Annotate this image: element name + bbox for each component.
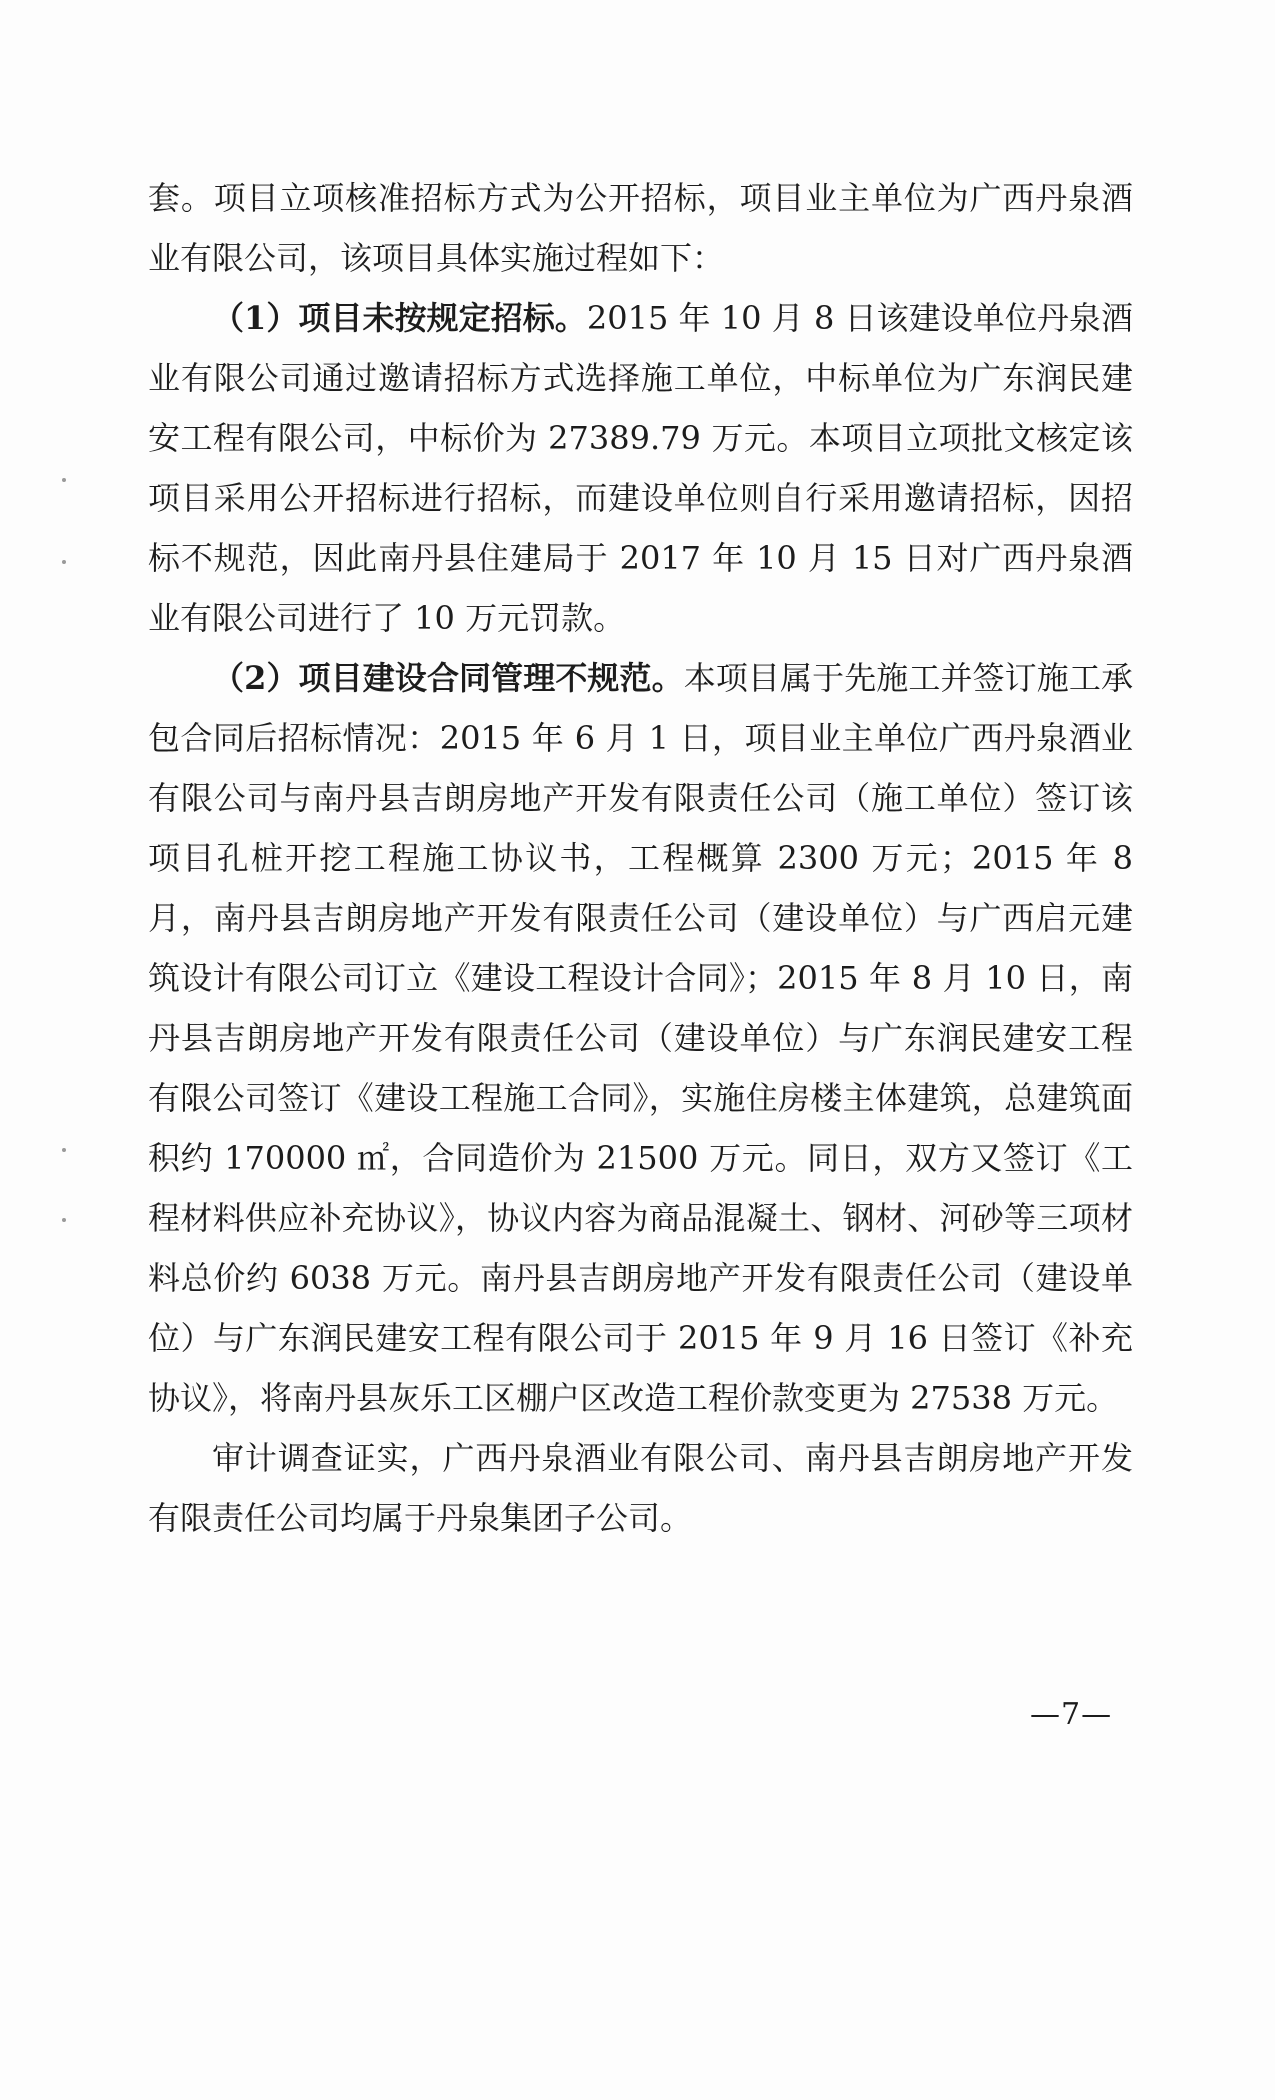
scan-speck <box>62 560 66 564</box>
paragraph-audit-finding <box>148 1428 1133 1548</box>
paragraph-continuation <box>148 168 1133 288</box>
document-body <box>148 168 1133 1548</box>
scan-speck <box>62 1148 66 1152</box>
paragraph-heading: （2）项目建设合同管理不规范。 <box>212 659 684 697</box>
scan-speck <box>62 478 66 482</box>
paragraph-text: 本项目属于先施工并签订施工承包合同后招标情况：2015 年 6 月 1 日，项目业主单位广西丹泉酒业有限公司与南丹县吉朗房地产开发有限责任公司（施工单位）签订该项目孔桩开挖工程施工协议书，工程概算 2300 万元；2015 年 8 月，南丹县吉朗房地产开发有限责任公司（建设单位）与广西启元建筑设计有限公司订立《建设工程设计合同》；2015 年 8 月 10 日，南丹县吉朗房地产开发有限责任公司（建设单位）与广东润民建安工程有限公司签订《建设工程施工合同》，实施住房楼主体建筑，总建筑面积约 170000 ㎡，合同造价为 21500 万元。同日，双方又签订《工程材料供应补充协议》，协议内容为商品混凝土、钢材、河砂等三项材料总价约 6038 万元。南丹县吉朗房地产开发有限责任公司（建设单位）与广东润民建安工程有限公司于 2015 年 9 月 16 日签订《补充协议》，将南丹县灰乐工区棚户区改造工程价款变更为 27538 万元。 <box>148 659 1133 1417</box>
paragraph-tendering <box>148 288 1133 648</box>
paragraph-heading: （1）项目未按规定招标。 <box>212 299 587 337</box>
paragraph-text: 套。项目立项核准招标方式为公开招标，项目业主单位为广西丹泉酒业有限公司，该项目具体实施过程如下： <box>148 179 1133 277</box>
paragraph-text: 2015 年 10 月 8 日该建设单位丹泉酒业有限公司通过邀请招标方式选择施工单位，中标单位为广东润民建安工程有限公司，中标价为 27389.79 万元。本项目立项批文核定该项目采用公开招标进行招标，而建设单位则自行采用邀请招标，因招标不规范，因此南丹县住建局于 2017 年 10 月 15 日对广西丹泉酒业有限公司进行了 10 万元罚款。 <box>148 299 1133 637</box>
paragraph-contract-management <box>148 648 1133 1428</box>
paragraph-text: 审计调查证实，广西丹泉酒业有限公司、南丹县吉朗房地产开发有限责任公司均属于丹泉集团子公司。 <box>148 1439 1133 1537</box>
scan-speck <box>62 1218 66 1222</box>
page-number: —7— <box>1030 1697 1113 1732</box>
